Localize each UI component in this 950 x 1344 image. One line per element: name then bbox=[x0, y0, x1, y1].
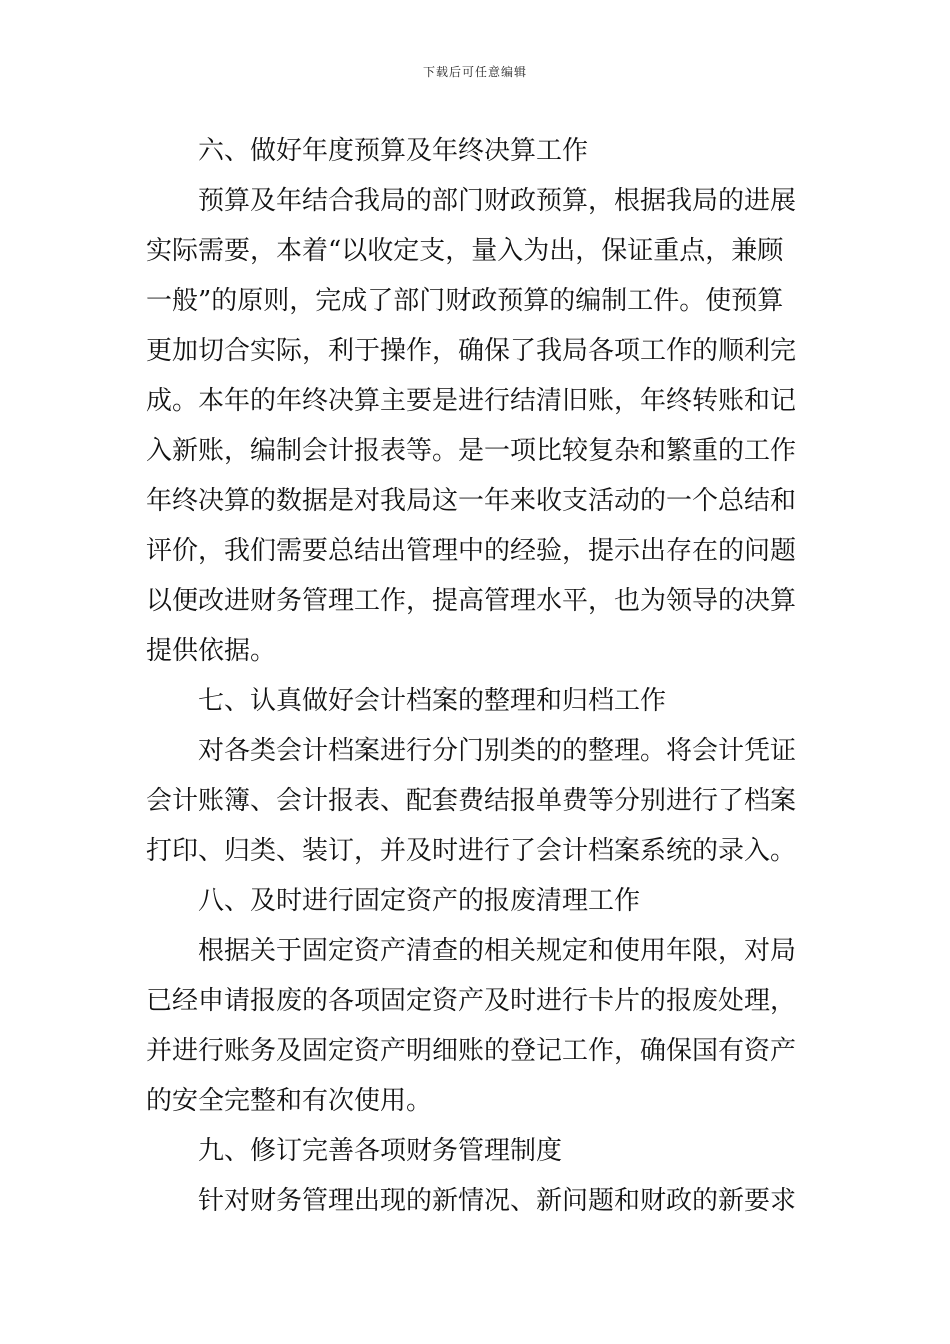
section-heading-8: 八、及时进行固定资产的报废清理工作 bbox=[198, 886, 641, 916]
page-header: 下载后可任意编辑 bbox=[422, 65, 527, 79]
paragraph-line: 入新账，编制会计报表等。是一项比较复杂和繁重的工作 bbox=[146, 436, 797, 466]
paragraph-line: 实际需要，本着“以收定支，量入为出，保证重点，兼顾 bbox=[146, 236, 784, 266]
paragraph-line: 对各类会计档案进行分门别类的的整理。将会计凭证 bbox=[198, 736, 797, 766]
section-heading-6: 六、做好年度预算及年终决算工作 bbox=[198, 136, 589, 166]
paragraph-line: 提供依据。 bbox=[146, 636, 277, 666]
paragraph-line: 成。本年的年终决算主要是进行结清旧账，年终转账和记 bbox=[146, 386, 797, 416]
paragraph-line: 更加切合实际，利于操作，确保了我局各项工作的顺利完 bbox=[146, 336, 797, 366]
paragraph-line: 以便改进财务管理工作，提高管理水平，也为领导的决算 bbox=[146, 586, 797, 616]
paragraph-line: 的安全完整和有次使用。 bbox=[146, 1086, 433, 1116]
paragraph-line: 并进行账务及固定资产明细账的登记工作，确保国有资产 bbox=[146, 1036, 797, 1066]
section-heading-7: 七、认真做好会计档案的整理和归档工作 bbox=[198, 686, 667, 716]
paragraph-line: 会计账簿、会计报表、配套费结报单费等分别进行了档案 bbox=[146, 786, 797, 816]
paragraph-line: 打印、归类、装订，并及时进行了会计档案系统的录入。 bbox=[146, 836, 797, 866]
paragraph-line: 针对财务管理出现的新情况、新问题和财政的新要求 bbox=[198, 1186, 797, 1216]
paragraph-line: 已经申请报废的各项固定资产及时进行卡片的报废处理， bbox=[146, 986, 797, 1016]
paragraph-line: 一般”的原则，完成了部门财政预算的编制工件。使预算 bbox=[146, 286, 784, 316]
paragraph-line: 预算及年结合我局的部门财政预算，根据我局的进展 bbox=[198, 186, 797, 216]
paragraph-line: 根据关于固定资产清查的相关规定和使用年限，对局 bbox=[198, 936, 797, 966]
document-body bbox=[146, 126, 808, 1226]
paragraph-line: 评价，我们需要总结出管理中的经验，提示出存在的问题 bbox=[146, 536, 797, 566]
paragraph-line: 年终决算的数据是对我局这一年来收支活动的一个总结和 bbox=[146, 486, 797, 516]
section-heading-9: 九、修订完善各项财务管理制度 bbox=[198, 1136, 563, 1166]
